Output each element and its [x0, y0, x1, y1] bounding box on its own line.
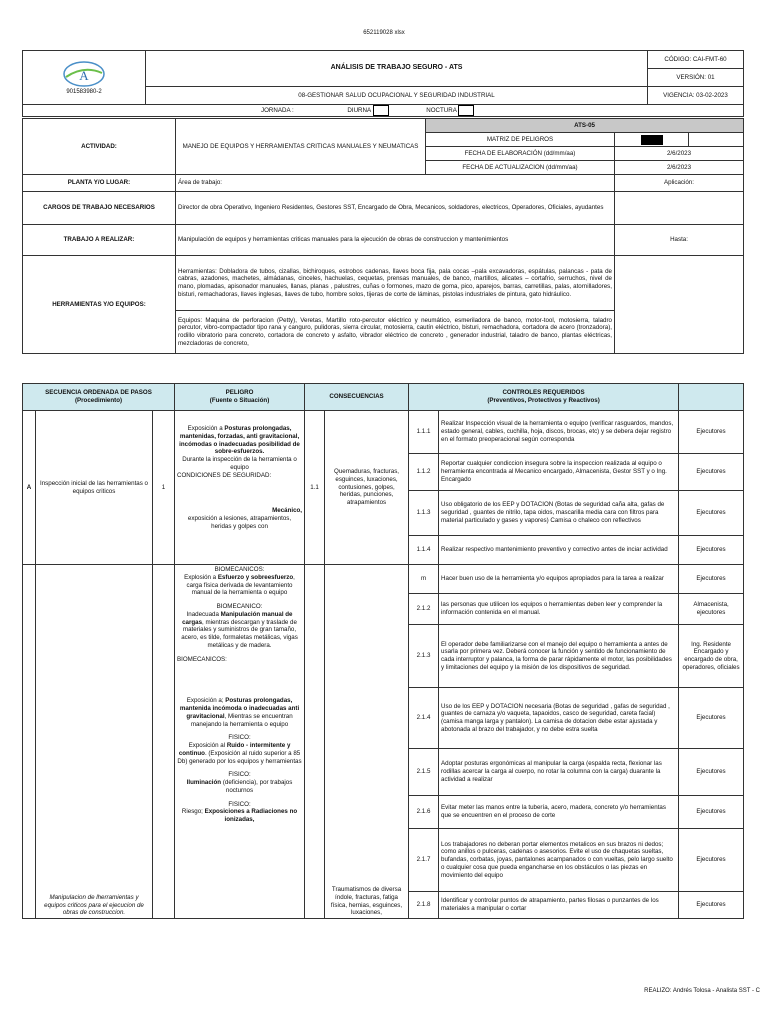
herramientas-label: HERRAMIENTAS Y/O EQUIPOS:	[23, 256, 176, 354]
footer-realizo: REALIZO: Andrés Tolosa - Analista SST - C	[644, 988, 760, 994]
section-b-consecuencias: Traumatismos de diversa índole, fracturas, fatiga física, hernias, esguinces, luxaciones,	[325, 565, 409, 919]
col-secuencia: SECUENCIA ORDENADA DE PASOS (Procedimiento)	[23, 384, 175, 411]
trabajo-value: Manipulación de equipos y herramientas criticas manuales para la ejecución de obras de construccion y mantenimientos	[176, 225, 615, 256]
section-b-step: Manipulacion de lherramientas y equipos criticos para el ejecucion de obras de construccion.	[36, 565, 153, 919]
company-logo	[62, 59, 106, 89]
section-a-step: Inspección inicial de las herramientas o equipos criticos	[36, 411, 153, 565]
document-vigencia: VIGENCIA: 03-02-2023	[648, 87, 744, 105]
diurna-label: DIURNA	[347, 107, 371, 115]
logo-cell	[23, 51, 146, 105]
control-responsable: Ejecutores	[679, 454, 744, 491]
control-responsable: Ejecutores	[679, 536, 744, 565]
ats-table	[22, 383, 744, 919]
control-num: 2.1.3	[409, 625, 439, 688]
section-a-consecuencias: Quemaduras, fracturas, esguinces, luxaciones, contusiones, golpes, heridas, punciones, atrapamientos	[325, 411, 409, 565]
section-b-peligro: BIOMECANICOS: Explosión a Esfuerzo y sobreesfuerzo, carga física derivada de levantamiento manual de la herramienta o equipo BIOMECANICO: Inadecuada Manipulación manual de cargas, mientras descargan y traslade de materiales y suministros de gran tamaño, acero, es tilde, formaletas metálicas, vigas metálicas y de madera. BIOMECANICOS: Exposición a; Posturas prolongadas, mantenida incómoda o inadecuadas anti gravitacional, Mientras se encuentran manejando la herramienta o equipo FISICO: Exposición al Ruido - intermitente y continuo. (Exposición al ruido superior a 85 Db) generado por los equipos y herramientas FISICO: Iluminación (deficiencia), por trabajos nocturnos FISICO: Riesgo; Exposiciones a Radiaciones no ionizadas,	[175, 565, 305, 919]
ats-number: ATS-05	[426, 119, 744, 133]
control-text: Los trabajadores no deberan portar elementos metalicos en sus brazos ni dedos; como anillos o pulceras, cadenas o asesorios. Evite el uso de chaquetas sueltas, bufandas, corbatas, joyas, pantalones acampanados o con vueltas, pelo largo suelto o cualquier cosa que pueda engancharse en los obstáculos o las piezas en movimiento del equipo	[439, 829, 679, 892]
actividad-value: MANEJO DE EQUIPOS Y HERRAMIENTAS CRITICAS MANUALES Y NEUMATICAS	[176, 119, 426, 175]
col-peligro: PELIGRO (Fuente o Situación)	[175, 384, 305, 411]
control-num: 2.1.5	[409, 749, 439, 796]
section-b-sub	[305, 565, 325, 919]
control-num: 1.1.1	[409, 411, 439, 454]
document-title: ANÁLISIS DE TRABAJO SEGURO - ATS	[146, 51, 648, 87]
matriz-redacted	[615, 133, 689, 147]
document-subtitle: 08-GESTIONAR SALUD OCUPACIONAL Y SEGURIDAD INDUSTRIAL	[146, 87, 648, 105]
control-text: las personas que utilicen los equipos o herramientas deben leer y comprender la información contenida en el manual.	[439, 594, 679, 625]
control-num: 2.1.2	[409, 594, 439, 625]
herramientas-value: Herramientas: Dobladora de tubos, cizallas, bichiroques, estrobos cadenas, llaves boca fija, pala cocas –pala excavadoras, espátulas, palancas - pata de cabras, azadones, machetes, almádanas, cinceles, hachuelas, cequetas, prensas manuales, de banco, martillos, alicates – cortafrio, serruchos, nivel de mano, plomadas, apisonador manuales, llanas, planas , palustres, cuñas o formones, mazo de goma, pico, aparejos, barras, carretillas, palas, atornilladores, bisturi, remachadoras, llaves inglesas, llaves de tubo, hombre solos, tijeras de corte de láminas, pistolas industriales de pintura, gato hidráulico.	[176, 256, 615, 311]
section-a-peligro: Exposición a Posturas prolongadas, mantenidas, forzadas, anti gravitacional, incómodas o inadecuadas posibilidad de sobre-esfuerzos. Durante la inspección de la herramienta o equipo CONDICIONES DE SEGURIDAD: Mecánico, exposición a lesiones, atrapamientos, heridas y golpes con	[175, 411, 305, 565]
trabajo-label: TRABAJO A REALIZAR:	[23, 225, 176, 256]
control-responsable: Ejecutores	[679, 829, 744, 892]
control-num: 1.1.3	[409, 491, 439, 536]
control-responsable: Ejecutores	[679, 749, 744, 796]
nocturna-label: NOCTURA	[426, 107, 457, 115]
file-name: 652119028 xlsx	[363, 30, 405, 36]
control-responsable: Ejecutores	[679, 411, 744, 454]
activity-info	[22, 118, 744, 354]
control-text: Reportar cualquier condiccion insegura sobre la inspeccion realizada al equipo o herramienta encontrada al Mecanico encargado, Almacenista, Gestor SST y o Ing. Encargado	[439, 454, 679, 491]
control-num: 2.1.8	[409, 892, 439, 919]
aplicacion-label: Aplicación:	[615, 175, 744, 192]
herramientas-empty	[615, 256, 744, 354]
cargos-empty	[615, 192, 744, 225]
control-num: m	[409, 565, 439, 594]
col-responsable	[679, 384, 744, 411]
control-text: Hacer buen uso de la herramienta y/o equipos apropiados para la tarea a realizar	[439, 565, 679, 594]
control-text: Realizar respectivo mantenimiento preventivo y correctivo antes de inciar actividad	[439, 536, 679, 565]
control-responsable: Ejecutores	[679, 565, 744, 594]
control-text: Uso obligatorio de los EEP y DOTACION (Botas de seguridad caña alta, gafas de seguridad , guantes de nitrilo, tapa oidos, mascarilla media cara con filtros para material particulado y gases y vapores) Camisa o chaleco con reflectivos	[439, 491, 679, 536]
document-header	[22, 50, 744, 117]
matriz-label: MATRIZ DE PELIGROS	[426, 133, 615, 147]
control-num: 1.1.2	[409, 454, 439, 491]
control-responsable: Ejecutores	[679, 491, 744, 536]
control-text: Realizar Inspección visual de la herramienta o equipo (verificar rasguardos, mandos, estado general, cables, cuchilla, hoja, discos, brocas, etc) y se debera dejar registro en el formato preoperacional según corresponda	[439, 411, 679, 454]
section-b-letter	[23, 565, 36, 919]
section-a-letter: A	[23, 411, 36, 565]
document-code: CÓDIGO: CAI-FMT-60	[648, 51, 744, 69]
control-responsable: Almacenista, ejecutores	[679, 594, 744, 625]
section-a-num: 1	[153, 411, 175, 565]
control-responsable: Ing. Residente Encargado y encargado de obra, operadores, oficiales	[679, 625, 744, 688]
fecha-actualizacion-label: FECHA DE ACTUALIZACION (dd/mm/aa)	[426, 161, 615, 175]
jornada-label: JORNADA :	[261, 107, 294, 115]
cargos-label: CARGOS DE TRABAJO NECESARIOS	[23, 192, 176, 225]
diurna-checkbox[interactable]	[373, 105, 389, 116]
cargos-value: Director de obra Operativo, Ingeniero Residentes, Gestores SST, Encargado de Obra, Mecanicos, soldadores, electricos, Operadores, Oficiales, ayudantes	[176, 192, 615, 225]
control-text: El operador debe familiarizarse con el manejo del equipo o herramienta a antes de usarla por primera vez. Deberá conocer la función y sentido de funcionamiento de cada interruptor y palanca, la forma de parar rápidamente el motor, las posibilidades y limitaciones del equipo y la misión de los dispositivos de seguridad.	[439, 625, 679, 688]
control-text: Evitar meter las manos entre la tubería, acero, madera, concreto y/o herramientas que se encuentren en el proceso de corte	[439, 796, 679, 829]
control-text: Uso de los EEP y DOTACION necesaria (Botas de seguridad , gafas de seguridad , guantes de carnaza y/o vaqueta, tapaoidos, casco de seguridad, careta facial) (camisa manga larga y pantalon). La camisa de dotacion debe estar ajustada y abotonada al brazo del trabajador, y no debe estra suelta	[439, 688, 679, 749]
col-consecuencias: CONSECUENCIAS	[305, 384, 409, 411]
fecha-elaboracion-label: FECHA DE ELABORACIÓN (dd/mm/aa)	[426, 147, 615, 161]
planta-label: PLANTA Y/O LUGAR:	[23, 175, 176, 192]
col-controles: CONTROLES REQUERIDOS (Preventivos, Protectivos y Reactivos)	[409, 384, 679, 411]
planta-value: Área de trabajo:	[176, 175, 615, 192]
actividad-label: ACTIVIDAD:	[23, 119, 176, 175]
fecha-actualizacion-value: 2/6/2023	[615, 161, 744, 175]
document-version: VERSIÓN: 01	[648, 69, 744, 87]
control-num: 2.1.4	[409, 688, 439, 749]
equipos-value: Equipos: Maquina de perforacion (Petty), Veretas, Martillo roto-percutor eléctrico y neumático, esmeriladora de banco, motor-tool, motosierra, taladro percutor, vibro-compactador tipo rana y canguro, pulidoras, sierra circular, motosierra, cautín eléctrico, bisturi, remachadora, cortadora de acero (tronzadora), rodillo vibratorio para concreto, cortadora de concreto y asfalto, vibrador eléctrico de concreto , generador industrial, taladro de banco, plantas eléctricas, mezcladoras de concreto,	[176, 311, 615, 354]
hasta-label: Hasta:	[615, 225, 744, 256]
svg-text:A: A	[79, 67, 89, 83]
control-num: 1.1.4	[409, 536, 439, 565]
control-text: Identificar y controlar puntos de atrapamiento, partes filosas o punzantes de los materiales a manipular o cortar	[439, 892, 679, 919]
matriz-empty	[689, 133, 744, 147]
control-responsable: Ejecutores	[679, 688, 744, 749]
section-a-sub: 1.1	[305, 411, 325, 565]
control-responsable: Ejecutores	[679, 796, 744, 829]
control-text: Adoptar posturas ergonómicas al manipular la carga (espalda recta, flexionar las rodillas acercar la carga al cuerpo, no rotar la columna con la carga) duarante la actividad a realizar	[439, 749, 679, 796]
fecha-elaboracion-value: 2/6/2023	[615, 147, 744, 161]
company-nit: 901583980-2	[66, 88, 102, 95]
section-b-num	[153, 565, 175, 919]
control-num: 2.1.6	[409, 796, 439, 829]
control-responsable: Ejecutores	[679, 892, 744, 919]
control-num: 2.1.7	[409, 829, 439, 892]
jornada-row	[23, 105, 744, 117]
nocturna-checkbox[interactable]	[458, 105, 474, 116]
